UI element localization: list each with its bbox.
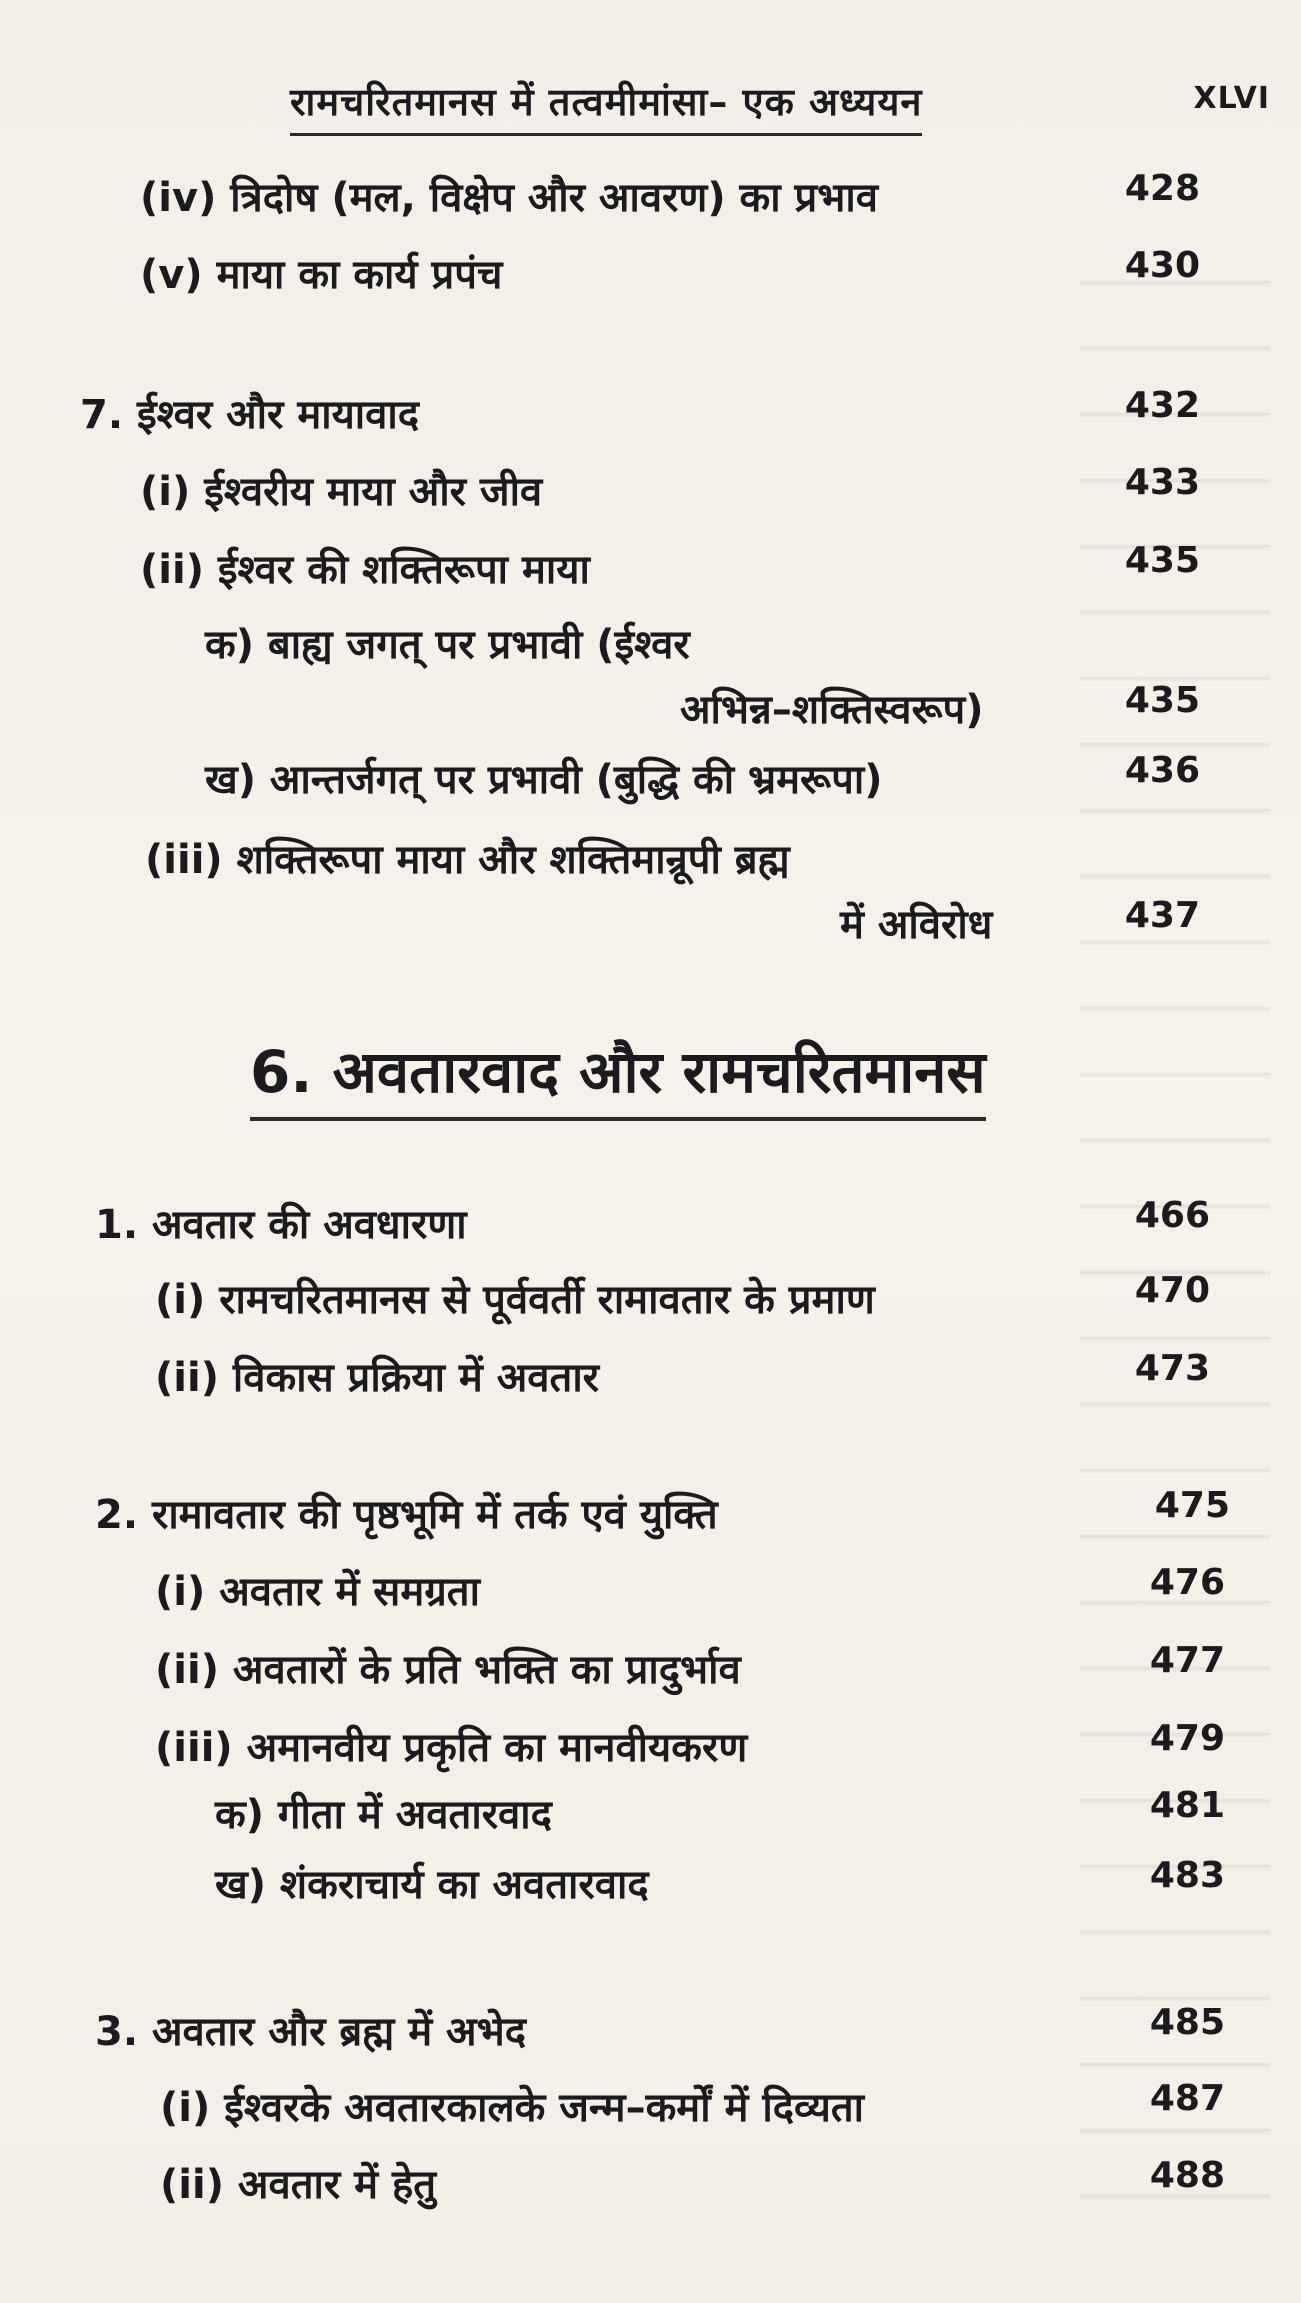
toc-entry-page: 479 — [1149, 1718, 1225, 1759]
toc-entry — [680, 680, 1200, 740]
toc-entry — [215, 1855, 1225, 1915]
toc-entry-text: 2. रामावतार की पृष्ठभूमि में तर्क एवं युक्ति — [95, 1492, 718, 1538]
toc-entry — [140, 462, 1200, 522]
toc-entry-page: 476 — [1149, 1562, 1225, 1603]
toc-entry-page: 435 — [1124, 540, 1200, 581]
toc-entry — [145, 830, 1200, 890]
toc-entry-text: (i) रामचरितमानस से पूर्ववर्ती रामावतार के प्रमाण — [155, 1277, 875, 1323]
toc-entry-text: क) गीता में अवतारवाद — [215, 1792, 552, 1838]
toc-entry — [155, 1640, 1225, 1700]
toc-entry-page: 428 — [1124, 168, 1200, 209]
toc-entry-text: (i) ईश्वरीय माया और जीव — [140, 469, 543, 515]
toc-entry — [140, 245, 1200, 305]
toc-entry-text: (iii) अमानवीय प्रकृति का मानवीयकरण — [155, 1725, 748, 1771]
toc-entry — [160, 2078, 1225, 2138]
toc-entry-text: (ii) अवतारों के प्रति भक्ति का प्रादुर्भाव — [155, 1647, 741, 1693]
toc-entry — [155, 1718, 1225, 1778]
toc-entry-text: 3. अवतार और ब्रह्म में अभेद — [95, 2009, 526, 2055]
toc-entry-page: 435 — [1124, 680, 1200, 721]
toc-entry-page: 437 — [1124, 895, 1200, 936]
toc-entry-page: 433 — [1124, 462, 1200, 503]
toc-entry-page: 488 — [1149, 2155, 1225, 2196]
toc-entry — [205, 615, 1200, 675]
toc-entry — [95, 1195, 1210, 1255]
toc-entry-page: 436 — [1124, 750, 1200, 791]
toc-entry-page: 487 — [1149, 2078, 1225, 2119]
toc-entry-page: 475 — [1154, 1485, 1230, 1526]
toc-entry-text: क) बाह्य जगत् पर प्रभावी (ईश्वर — [205, 622, 690, 668]
toc-entry — [140, 540, 1200, 600]
toc-entry — [80, 385, 1200, 445]
toc-entry — [95, 2002, 1225, 2062]
toc-entry-page: 473 — [1134, 1348, 1210, 1389]
toc-entry — [155, 1348, 1210, 1408]
page-number: XLVI — [1193, 81, 1270, 116]
toc-entry-page: 470 — [1134, 1270, 1210, 1311]
toc-entry-text: में अविरोध — [840, 902, 993, 948]
toc-entry-page: 430 — [1124, 245, 1200, 286]
toc-entry-text: (ii) ईश्वर की शक्तिरूपा माया — [140, 547, 590, 593]
toc-entry-page: 481 — [1149, 1785, 1225, 1826]
toc-entry-text: 1. अवतार की अवधारणा — [95, 1202, 467, 1248]
toc-entry — [840, 895, 1200, 955]
toc-entry-page: 477 — [1149, 1640, 1225, 1681]
toc-entry-text: (iv) त्रिदोष (मल, विक्षेप और आवरण) का प्रभाव — [140, 175, 879, 221]
toc-entry-text: (ii) विकास प्रक्रिया में अवतार — [155, 1355, 600, 1401]
running-title: रामचरितमानस में तत्वमीमांसा– एक अध्ययन — [290, 75, 922, 136]
toc-entry — [205, 750, 1200, 810]
toc-entry-text: (i) अवतार में समग्रता — [155, 1569, 480, 1615]
toc-entry — [140, 168, 1200, 228]
toc-entry-text: अभिन्न–शक्तिस्वरूप) — [680, 687, 984, 733]
toc-entry-text: (i) ईश्वरके अवतारकालके जन्म–कर्मों में दिव्यता — [160, 2085, 864, 2131]
toc-entry-text: 7. ईश्वर और मायावाद — [80, 392, 420, 438]
toc-entry-text: (iii) शक्तिरूपा माया और शक्तिमान्रूपी ब्रह्म — [145, 837, 790, 883]
toc-entry — [215, 1785, 1225, 1845]
toc-entry-page: 483 — [1149, 1855, 1225, 1896]
toc-entry-page: 485 — [1149, 2002, 1225, 2043]
toc-entry — [95, 1485, 1230, 1545]
toc-entry-text: ख) आन्तर्जगत् पर प्रभावी (बुद्धि की भ्रमरूपा) — [205, 757, 883, 803]
toc-entry-page: 432 — [1124, 385, 1200, 426]
page-header — [290, 75, 1270, 135]
toc-entry-text: (v) माया का कार्य प्रपंच — [140, 252, 503, 298]
toc-entry — [155, 1562, 1225, 1622]
toc-entry — [155, 1270, 1210, 1330]
toc-entry-page: 466 — [1134, 1195, 1210, 1236]
toc-entry — [160, 2155, 1225, 2215]
toc-entry-text: (ii) अवतार में हेतु — [160, 2162, 437, 2208]
toc-entry-text: ख) शंकराचार्य का अवतारवाद — [215, 1862, 649, 1908]
chapter-heading: 6. अवतारवाद और रामचरितमानस — [250, 1030, 986, 1121]
